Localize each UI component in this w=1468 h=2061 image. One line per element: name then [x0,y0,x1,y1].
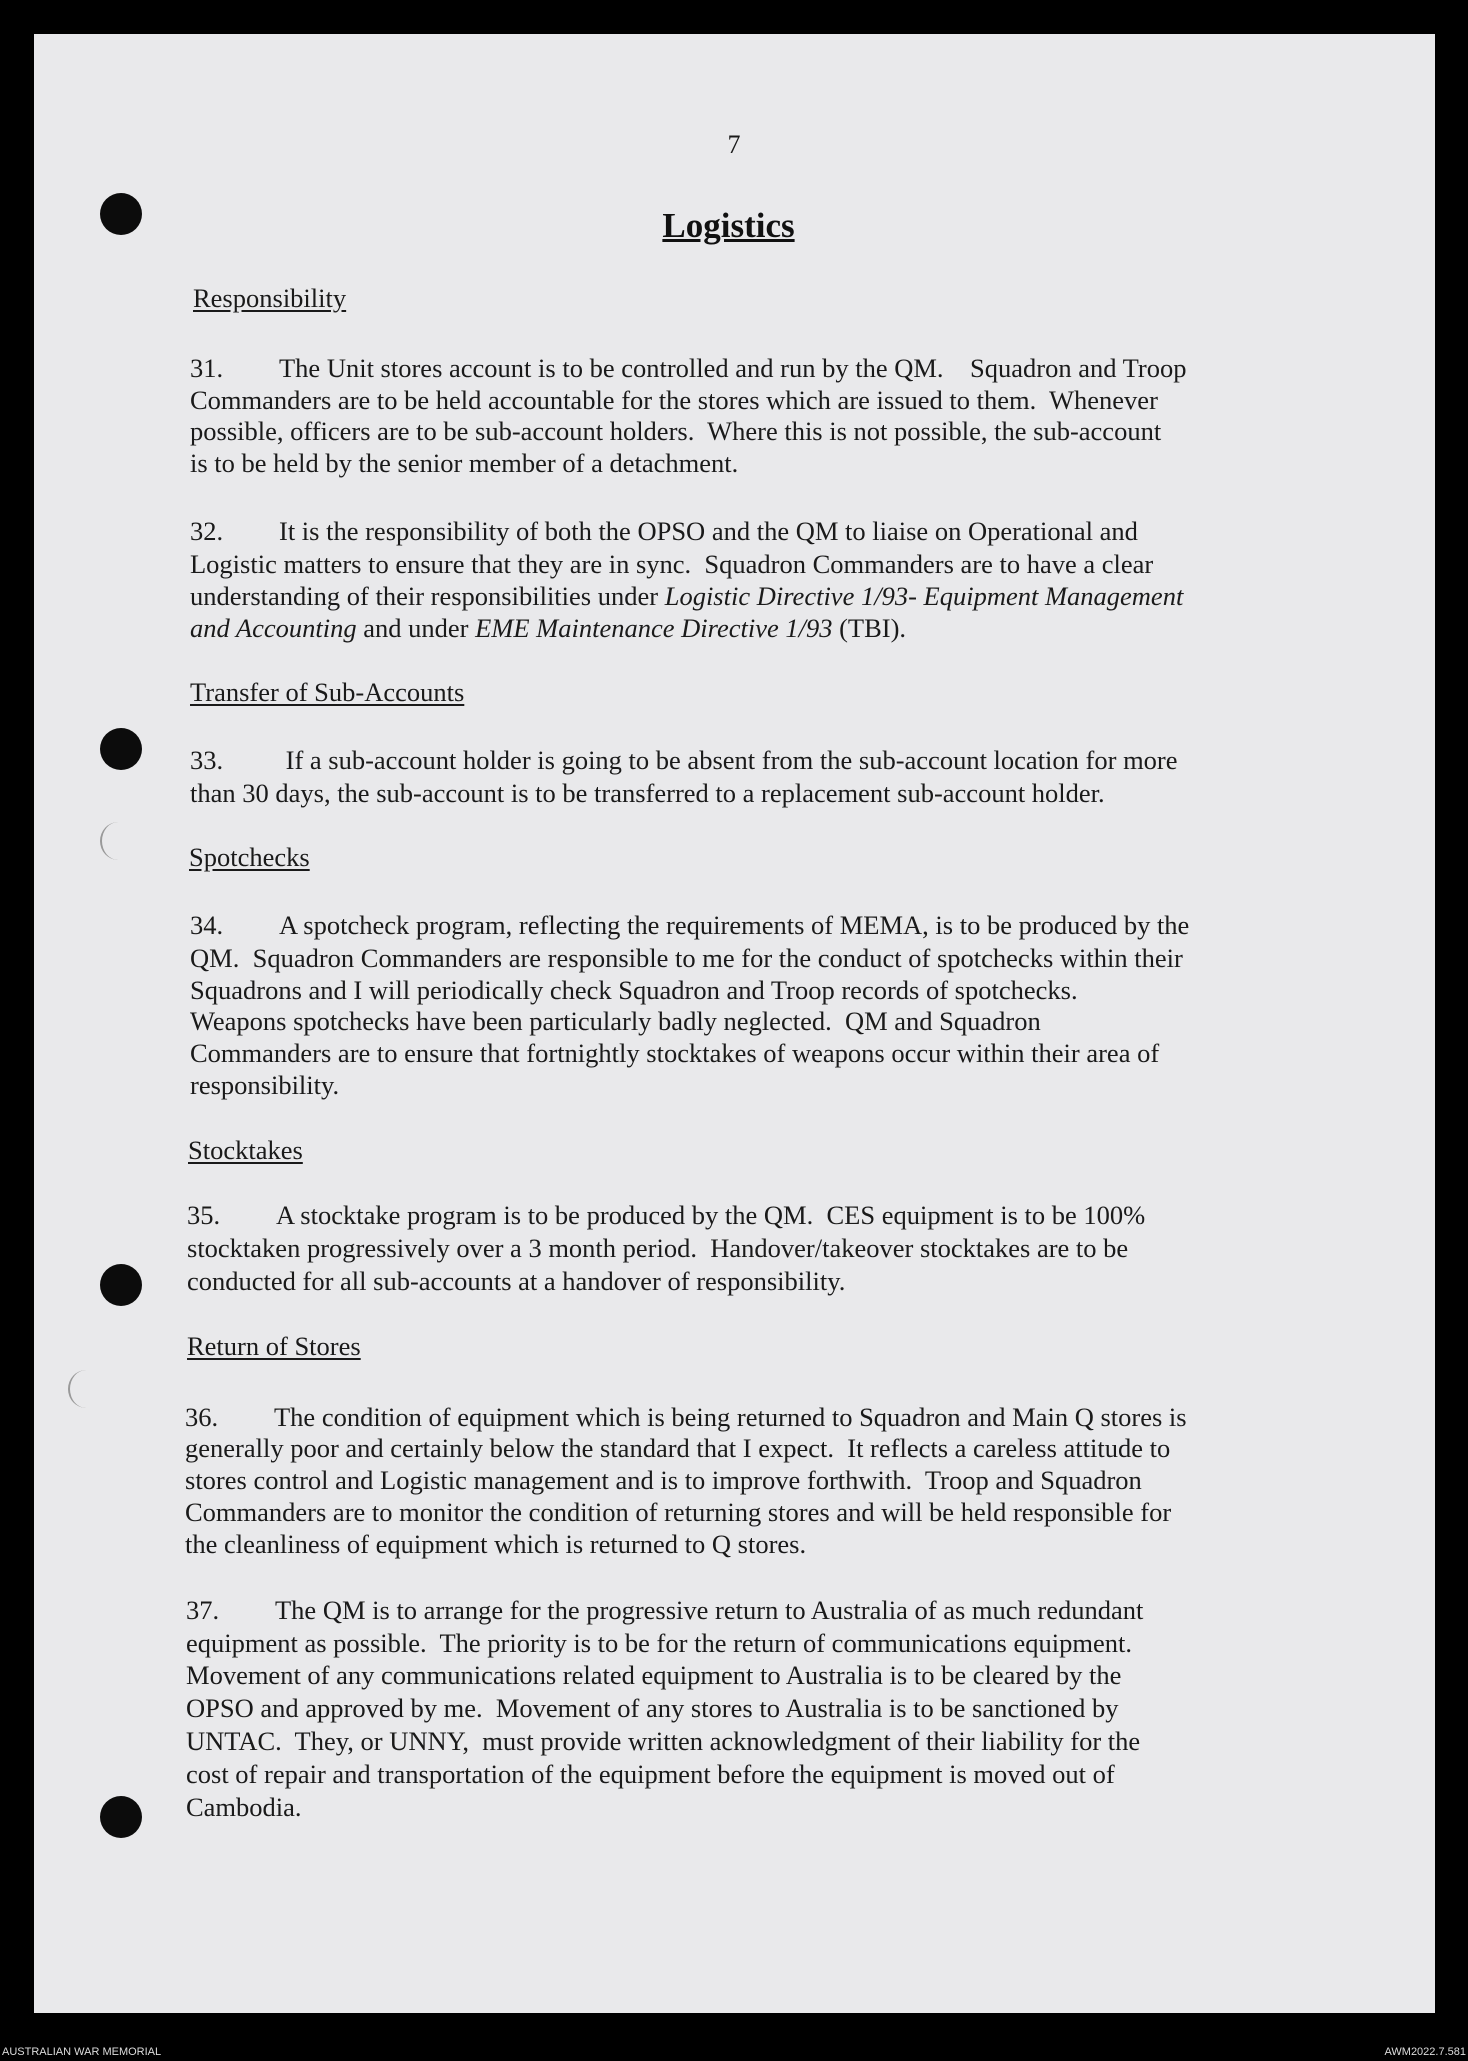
paragraph-36-line: the cleanliness of equipment which is returned to Q stores. [185,1529,807,1559]
heading-return-of-stores: Return of Stores [187,1331,361,1361]
paragraph-37-line: 37. The QM is to arrange for the progressive return to Australia of as much redundant [186,1595,1144,1625]
paragraph-35-line: 35. A stocktake program is to be produced by the QM. CES equipment is to be 100% [187,1200,1146,1230]
punch-hole-mark [100,822,136,860]
paragraph-32-line: 32. It is the responsibility of both the OPSO and the QM to liaise on Operational and [190,516,1138,546]
paragraph-37-line: UNTAC. They, or UNNY, must provide written acknowledgment of their liability for the [186,1726,1141,1756]
paragraph-37-line: equipment as possible. The priority is to be for the return of communications equipment. [186,1628,1132,1658]
paragraph-31-line: possible, officers are to be sub-account holders. Where this is not possible, the sub-account [190,416,1162,446]
paragraph-34-line: QM. Squadron Commanders are responsible to me for the conduct of spotchecks within their [190,943,1183,973]
footer-archive-name: AUSTRALIAN WAR MEMORIAL [2,2046,162,2058]
paragraph-32-line: understanding of their responsibilities under Logistic Directive 1/93- Equipment Management [190,581,1184,611]
heading-stocktakes: Stocktakes [188,1135,303,1165]
heading-spotchecks: Spotchecks [189,842,310,872]
punch-hole [100,1264,142,1306]
paragraph-36-line: generally poor and certainly below the standard that I expect. It reflects a careless attitude to [185,1433,1171,1463]
paragraph-31-line: Commanders are to be held accountable for the stores which are issued to them. Whenever [190,385,1158,415]
paragraph-34-line: Commanders are to ensure that fortnightly stocktakes of weapons occur within their area of [190,1038,1160,1068]
paragraph-34-line: Weapons spotchecks have been particularly badly neglected. QM and Squadron [190,1006,1041,1036]
paragraph-35-line: conducted for all sub-accounts at a handover of responsibility. [187,1266,846,1296]
paragraph-36-line: 36. The condition of equipment which is being returned to Squadron and Main Q stores is [185,1402,1187,1432]
paragraph-32-line: and Accounting and under EME Maintenance Directive 1/93 (TBI). [190,613,907,643]
paragraph-35-line: stocktaken progressively over a 3 month period. Handover/takeover stocktakes are to be [187,1233,1129,1263]
paragraph-37-line: cost of repair and transportation of the equipment before the equipment is moved out of [186,1759,1115,1789]
footer-archive-id: AWM2022.7.581 [1384,2046,1466,2058]
punch-hole-mark [68,1370,104,1408]
paragraph-33-line: than 30 days, the sub-account is to be transferred to a replacement sub-account holder. [190,778,1105,808]
paragraph-37-line: OPSO and approved by me. Movement of any stores to Australia is to be sanctioned by [186,1693,1119,1723]
heading-transfer-of-sub-accounts: Transfer of Sub-Accounts [190,677,465,707]
punch-hole [100,1796,142,1838]
paragraph-37-line: Cambodia. [186,1792,302,1822]
page-title: Logistics [662,206,795,245]
paragraph-34-line: 34. A spotcheck program, reflecting the requirements of MEMA, is to be produced by the [190,910,1190,940]
paragraph-32-line: Logistic matters to ensure that they are in sync. Squadron Commanders are to have a clear [190,549,1154,579]
punch-hole [100,728,142,770]
paragraph-34-line: responsibility. [190,1070,340,1100]
paragraph-37-line: Movement of any communications related equipment to Australia is to be cleared by the [186,1660,1122,1690]
heading-responsibility: Responsibility [193,283,347,313]
paragraph-31-line: 31. The Unit stores account is to be controlled and run by the QM. Squadron and Troop [190,353,1187,383]
paragraph-31-line: is to be held by the senior member of a detachment. [190,448,739,478]
paragraph-34-line: Squadrons and I will periodically check Squadron and Troop records of spotchecks. [190,975,1078,1005]
page-number: 7 [727,130,741,159]
paragraph-36-line: Commanders are to monitor the condition of returning stores and will be held responsible for [185,1497,1172,1527]
paragraph-33-line: 33. If a sub-account holder is going to be absent from the sub-account location for more [190,745,1178,775]
paragraph-36-line: stores control and Logistic management and is to improve forthwith. Troop and Squadron [185,1465,1142,1495]
